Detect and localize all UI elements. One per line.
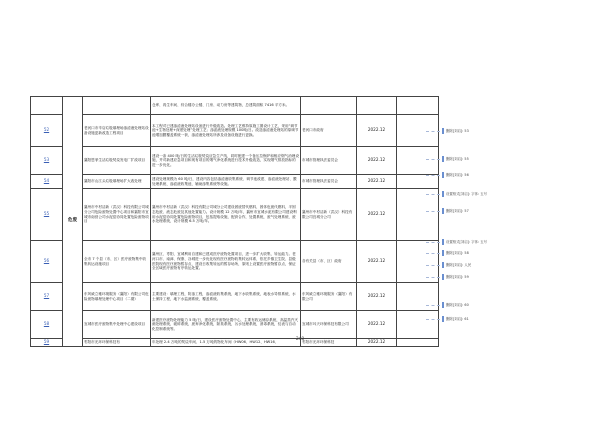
responsible-unit: 市城市管理执法委员会 [301,147,357,175]
project-name: 老河口市辛店垃圾填埋场渗滤液处理站设备设施更新改造工程项目 [83,115,151,147]
revision-comment[interactable]: 删除[刘启]: 55 [440,156,558,162]
completion-year: 2022.12 [357,189,397,241]
responsible-unit: 枣阳市光环环保科技 [301,339,357,347]
project-name: 襄州市中材洁新（武汉）科技有限公司城分公司危险废物处置中心项目和襄阳市宜城市南营公司水泥窑协同处置危险废物项目 [83,189,151,241]
project-name: 枣阳市光环环保科技有 [83,339,151,347]
completion-year: 2022.12 [357,339,397,347]
revision-comment[interactable]: 设置格式[刘启]: 字体: 五号 [440,191,558,197]
revision-comment[interactable]: 删除[刘启]: 56 [440,172,558,178]
revision-comment[interactable]: 删除[刘启]: 61 [440,316,558,322]
completion-year: 2022.12 [357,311,397,339]
table-row [31,175,439,189]
row-number[interactable]: 58 [31,311,63,339]
table-row [31,97,439,115]
completion-year: 2022.12 [357,241,397,283]
project-name: 全市 7 个县（市、区）医疗废物集中收集转运设施项目 [83,241,151,283]
project-name: 宜城市医疗废物集中处理中心建设项目 [83,311,151,339]
table-row [31,241,439,283]
revision-comment[interactable]: 删除[刘启]: 58 [440,250,558,256]
responsible-unit: 各有关县（市、区）政府 [301,241,357,283]
row-number[interactable]: 56 [31,241,63,283]
completion-year: 2022.12 [357,175,397,189]
project-name: 襄阳市山江头垃圾填埋场扩大改处理 [83,175,151,189]
completion-year: 2022.12 [357,283,397,311]
revision-comment[interactable]: 删除[刘启]: 60 [440,302,558,308]
remarks-cell [397,147,439,175]
construction-content: 建设一条 400 吨/日的生活垃圾焚烧应急生产线，同时配建一个备压拉锅炉和相应烟气治理设施，并对新建应急项目和现有项目的烟气净化系统进行技术升级改造，实现烟气排放指标的进一步优化。 [151,147,301,175]
table-row [31,283,439,311]
remarks-cell [397,283,439,311]
project-table [30,96,439,347]
responsible-unit: 东风威立雅环境服务（襄阳）有限公司 [301,283,357,311]
construction-content: 襄州区、枣阳、宜城利用自建和已建成医疗废物处置项目，进一步扩大收集、转运能力。老河口市、南漳、保康、谷城进一步优化现有医疗废物收集转运体系，依托乡镇卫生院、县级医院现有医疗废物暂存点，建设日收集转运的暂存场所，原则上设置医疗废物暂存点，保证全区域医疗废物有序转运处置。 [151,241,301,283]
revision-comment[interactable]: 删除[刘启]: 53 [440,128,558,134]
construction-content: 仓库、再生车间、综合楼办公楼、门房、动力房等建筑物，总建筑面积 7416 平方米。 [151,97,301,115]
revision-comment[interactable]: 设置格式[刘启]: 字体: 五号 [440,239,558,245]
remarks-cell [397,189,439,241]
row-number[interactable]: 55 [31,189,63,241]
revision-comment[interactable]: 删除[刘启]: 59 [440,274,558,280]
completion-year: 2022.12 [357,115,397,147]
row-number[interactable]: 53 [31,147,63,175]
page-number: 248 [296,336,304,341]
row-number[interactable]: 54 [31,175,63,189]
responsible-unit: 襄州市中材洁新（武汉）科技有限公司宜城分公司 [301,189,357,241]
construction-content: 本工程对已建渗滤液处理站设备进行升级改造。处理工艺维持原施工图设计工艺，采用“调节池+生物处理+深度处理”处理工艺；渗滤液处理规模 100吨/日。改造渗滤液处理站的原调节池增加膜覆盖系统一套，渗滤液处理站所涉及设备设施进行更换。 [151,115,301,147]
construction-content: 主要建设：填埋工程，防渗工程，渗滤液收集系统，地下水收集系统，地表水导排系统，水土保持工程，地下水监测系统，覆盖系统。 [151,283,301,311]
remarks-cell [397,175,439,189]
project-name: 东风威立雅环境服务（襄阳）有限公司危险废物填埋处理中心项目（二期） [83,283,151,311]
responsible-unit: 宜城市耳天环保科技有限公司 [301,311,357,339]
table-row [31,115,439,147]
remarks-cell [397,97,439,115]
project-name [83,97,151,115]
construction-content: 年处理 2.4 万吨的焚烧车间、1.5 万吨的物化车间（HW06、HW12、HW16、 [151,339,301,347]
row-number [31,97,63,115]
completion-year: 2022.12 [357,147,397,175]
category-cell: 危废 [63,97,83,347]
row-number[interactable]: 57 [31,283,63,311]
construction-content: 新建医疗废物处理能力 5 吨/日，建设医疗废物处置中心，主要有收运储存系统，高温蒸汽灭菌处理系统，破碎系统，废弃净化系统，除臭系统，污水处理系统，消毒系统，仪表与自动化控制系统等。 [151,311,301,339]
revision-comments-pane [440,96,560,326]
construction-content: 襄州市中材洁新（武汉）科技有限公司城分公司建设固废替代燃料，固体危废代燃料，半固态危废、液态危废及其他处置能力。设计规模 12 万吨/年，襄州市宜城水泥有限公司建设利用水泥窑协同处置危险废物项目，包括提取设施，配套合作，处置系统，废气处理系统、废水处理系统，设计规模 6.5 万吨/年。 [151,189,301,241]
responsible-unit: 市城市管理执法委员会 [301,175,357,189]
table-row [31,147,439,175]
revision-comment[interactable]: 删除[刘启]: 57 [440,208,558,214]
revision-comment[interactable]: 删除[刘启]: 人民 [440,262,558,268]
remarks-cell [397,311,439,339]
row-number[interactable]: 52 [31,115,63,147]
project-name: 襄阳恩菲生活垃圾焚烧发电厂扩改项目 [83,147,151,175]
responsible-unit: 老河口市政府 [301,115,357,147]
responsible-unit [301,97,357,115]
completion-year [357,97,397,115]
construction-content: 建设处理规模为 60 吨/日，建设内容包括渗滤液收集系统、调节池改建、渗滤液处理站、膜处理系统、渗滤液收集池、辅助渗集系统等设施。 [151,175,301,189]
row-number[interactable]: 59 [31,339,63,347]
table-row [31,311,439,339]
table-row [31,189,439,241]
